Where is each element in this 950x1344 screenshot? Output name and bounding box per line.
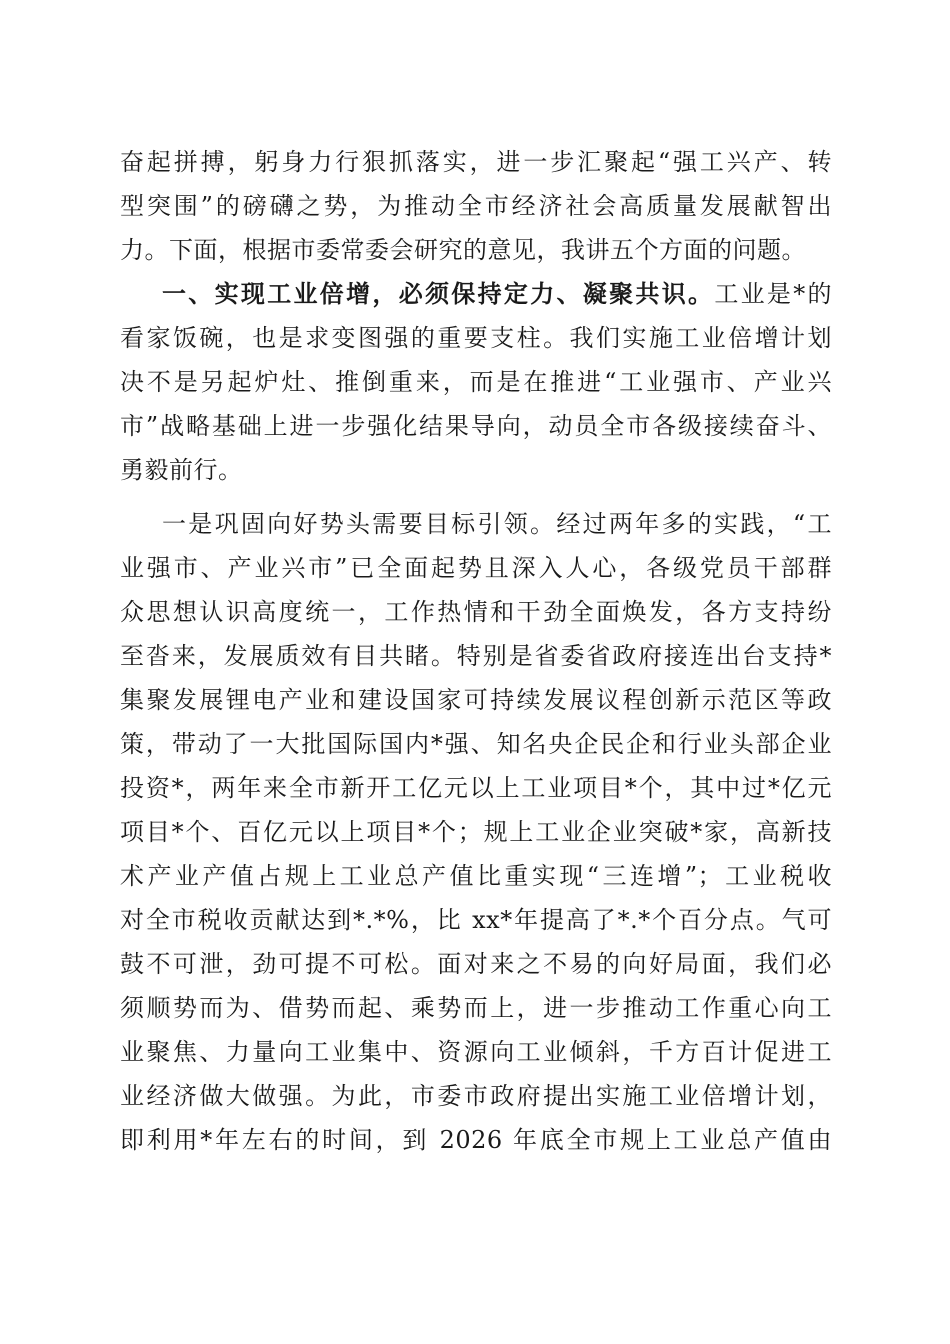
text-line: 对全市税收贡献达到*.*%，比 xx*年提高了*.*个百分点。气可 bbox=[120, 906, 832, 934]
text-line: 业聚焦、力量向工业集中、资源向工业倾斜，千方百计促进工 bbox=[120, 1038, 832, 1066]
text-line: 业经济做大做强。为此，市委市政府提出实施工业倍增计划， bbox=[120, 1082, 832, 1110]
section-heading: 一、实现工业倍增，必须保持定力、凝聚共识。 bbox=[162, 279, 715, 308]
paragraph-point-one bbox=[120, 502, 832, 1162]
text-line: 集聚发展锂电产业和建设国家可持续发展议程创新示范区等政 bbox=[120, 686, 832, 714]
text-line: 力。下面，根据市委常委会研究的意见，我讲五个方面的问题。 bbox=[120, 236, 806, 264]
paragraph-spacing bbox=[120, 492, 832, 502]
text-line: 即利用*年左右的时间，到 2026 年底全市规上工业总产值由 bbox=[120, 1126, 832, 1154]
text-line: 决不是另起炉灶、推倒重来，而是在推进“工业强市、产业兴 bbox=[120, 368, 832, 396]
paragraph-intro-continuation bbox=[120, 140, 832, 272]
text-line: 看家饭碗，也是求变图强的重要支柱。我们实施工业倍增计划 bbox=[120, 324, 832, 352]
text-line: 须顺势而为、借势而起、乘势而上，进一步推动工作重心向工 bbox=[120, 994, 832, 1022]
text-line: 投资*，两年来全市新开工亿元以上工业项目*个，其中过*亿元 bbox=[120, 774, 832, 802]
text-line: 至沓来，发展质效有目共睹。特别是省委省政府接连出台支持* bbox=[120, 642, 832, 670]
text-line: 项目*个、百亿元以上项目*个；规上工业企业突破*家，高新技 bbox=[120, 818, 832, 846]
text-line: 型突围”的磅礴之势，为推动全市经济社会高质量发展献智出 bbox=[120, 192, 832, 220]
text-line: 业强市、产业兴市”已全面起势且深入人心，各级党员干部群 bbox=[120, 554, 832, 582]
text-line: 一是巩固向好势头需要目标引领。经过两年多的实践，“工 bbox=[162, 510, 832, 538]
section-heading-line bbox=[120, 272, 832, 316]
text-line: 鼓不可泄，劲可提不可松。面对来之不易的向好局面，我们必 bbox=[120, 950, 832, 978]
text-line: 众思想认识高度统一，工作热情和干劲全面焕发，各方支持纷 bbox=[120, 598, 832, 626]
text-line: 勇毅前行。 bbox=[120, 456, 243, 484]
text-line: 奋起拼搏，躬身力行狠抓落实，进一步汇聚起“强工兴产、转 bbox=[120, 148, 832, 176]
text-line: 策，带动了一大批国际国内*强、知名央企民企和行业头部企业 bbox=[120, 730, 832, 758]
text-line: 术产业产值占规上工业总产值比重实现“三连增”；工业税收 bbox=[120, 862, 832, 890]
section-one bbox=[120, 272, 832, 492]
document-body bbox=[120, 140, 832, 1162]
text-line: 市”战略基础上进一步强化结果导向，动员全市各级接续奋斗、 bbox=[120, 412, 832, 440]
section-heading-tail: 工业是*的 bbox=[714, 280, 833, 308]
